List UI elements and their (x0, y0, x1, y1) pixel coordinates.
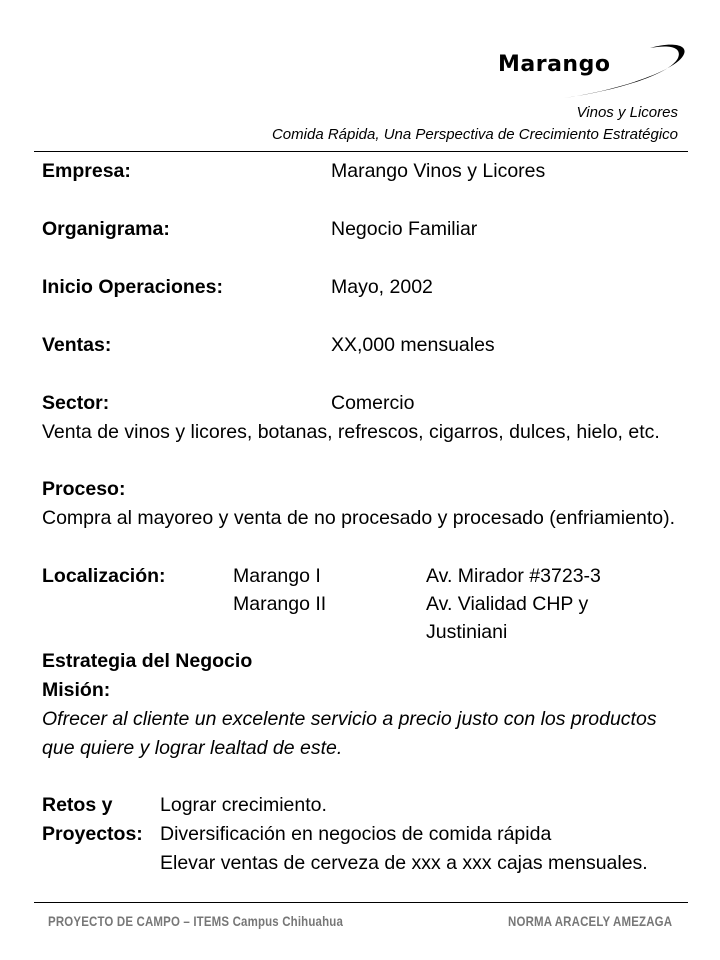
proceso-detail: Compra al mayoreo y venta de no procesado y procesado (enfriamiento). (42, 507, 675, 529)
footer-project-text: PROYECTO DE CAMPO – ITEMS Campus Chihuahua (48, 913, 343, 929)
header-divider (34, 151, 688, 152)
ventas-value: XX,000 mensuales (331, 334, 495, 356)
subtitle-line-1: Vinos y Licores (576, 104, 678, 121)
localizacion-label: Localización: (42, 565, 166, 587)
ventas-label: Ventas: (42, 334, 112, 356)
mision-text-line-1: Ofrecer al cliente un excelente servicio a precio justo con los productos (42, 708, 657, 730)
empresa-value: Marango Vinos y Licores (331, 160, 546, 182)
store-address: Av. Vialidad CHP y (426, 593, 589, 615)
retos-item: Lograr crecimiento. (160, 794, 327, 816)
proyectos-label: Proyectos: (42, 823, 143, 845)
organigrama-label: Organigrama: (42, 218, 170, 240)
inicio-label: Inicio Operaciones: (42, 276, 223, 298)
footer-author-text: NORMA ARACELY AMEZAGA (507, 913, 672, 929)
inicio-value: Mayo, 2002 (331, 276, 433, 298)
store-name: Marango I (233, 565, 321, 587)
mision-label: Misión: (42, 679, 111, 701)
retos-item: Elevar ventas de cerveza de xxx a xxx cajas mensuales. (160, 852, 648, 874)
logo-swoosh-icon (560, 40, 690, 102)
sector-value: Comercio (331, 392, 415, 414)
retos-item: Diversificación en negocios de comida rápida (160, 823, 552, 845)
subtitle-line-2: Comida Rápida, Una Perspectiva de Crecimiento Estratégico (271, 126, 678, 143)
empresa-label: Empresa: (42, 160, 131, 182)
sector-detail: Venta de vinos y licores, botanas, refrescos, cigarros, dulces, hielo, etc. (42, 421, 660, 443)
store-name: Marango II (233, 593, 327, 615)
proceso-label: Proceso: (42, 478, 126, 500)
retos-label: Retos y (42, 794, 113, 816)
sector-label: Sector: (42, 392, 110, 414)
mision-text-line-2: que quiere y lograr lealtad de este. (42, 737, 343, 759)
estrategia-heading: Estrategia del Negocio (42, 650, 253, 672)
store-address-continued: Justiniani (426, 621, 508, 643)
brand-name: Marango (498, 52, 611, 77)
organigrama-value: Negocio Familiar (331, 218, 478, 240)
footer-divider (34, 902, 688, 903)
store-address: Av. Mirador #3723-3 (426, 565, 601, 587)
